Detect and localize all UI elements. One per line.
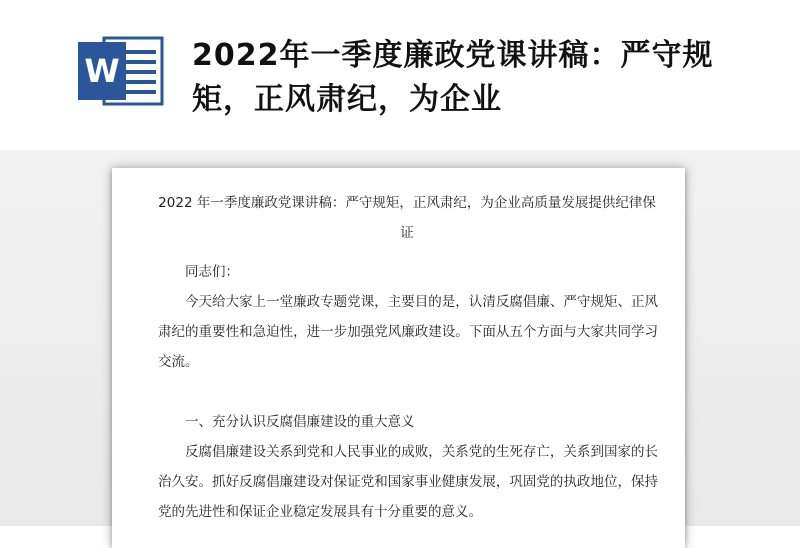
document-page [112,168,685,548]
greeting-paragraph: 同志们： [185,264,239,280]
banner [0,0,800,150]
banner-title: 2022年一季度廉政党课讲稿：严守规矩，正风肃纪，为企业 [192,38,714,117]
document-title: 2022 年一季度廉政党课讲稿：严守规矩，正风肃纪，为企业高质量发展提供纪律保证 [158,195,656,241]
word-logo-letter: W [84,52,120,90]
section-heading-1: 一、充分认识反腐倡廉建设的重大意义 [185,414,415,430]
intro-paragraph: 今天给大家上一堂廉政专题党课，主要目的是，认清反腐倡廉、严守规矩、正风肃纪的重要性和急迫性，进一步加强党风廉政建设。下面从五个方面与大家共同学习交流。 [158,294,658,370]
section-body-1: 反腐倡廉建设关系到党和人民事业的成败，关系党的生死存亡，关系到国家的长治久安。抓好反腐倡廉建设对保证党和国家事业健康发展，巩固党的执政地位，保持党的先进性和保证企业稳定发展具有十分重要的意义。 [158,444,658,520]
word-document-icon [76,30,164,112]
